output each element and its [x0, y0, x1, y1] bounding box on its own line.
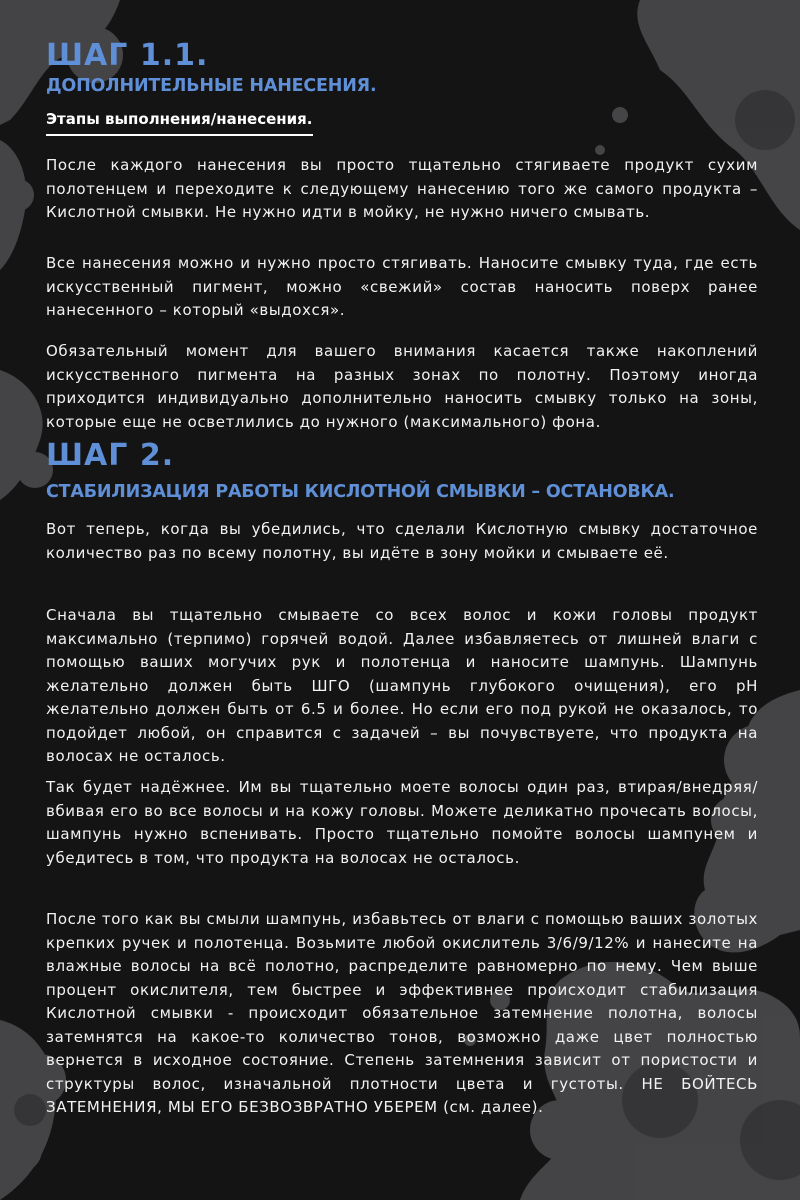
step1-subtitle: ДОПОЛНИТЕЛЬНЫЕ НАНЕСЕНИЯ. — [46, 76, 377, 96]
step2-paragraph-2: Сначала вы тщательно смываете со всех волос и кожи головы продукт максимально (терпимо) горячей водой. Далее избавляетесь от лишней влаги с помощью ваших могучих рук и полотенца и наносите шампунь. Шампунь желательно должен быть ШГО (шампунь глубокого очищения), его pH желательно должен быть от 6.5 и более. Но если его под рукой не оказалось, то подойдет любой, он справится с задачей – вы почувствуете, что продукта на волосах не осталось. — [46, 606, 758, 765]
step1-paragraph-1: После каждого нанесения вы просто тщательно стягиваете продукт сухим полотенцем и переходите к следующему нанесению того же самого продукта – Кислотной смывки. Не нужно идти в мойку, не нужно ничего смывать. — [46, 156, 758, 221]
step1-title: ШАГ 1.1. — [46, 38, 209, 73]
step2-paragraph-4: После того как вы смыли шампунь, избавьтесь от влаги с помощью ваших золотых крепких ручек и полотенца. Возьмите любой окислитель 3/6/9/12% и нанесите на влажные волосы на всё полотно, распределите равномерно по нему. Чем выше процент окислителя, тем быстрее и эффективнее происходит стабилизация Кислотной смывки - происходит обязательное затемнение полотна, волосы затемнятся на какое-то количество тонов, возможно даже цвет полностью вернется в исходное состояние. Степень затемнения зависит от пористости и структуры волос, изначальной плотности цвета и густоты. НЕ БОЙТЕСЬ ЗАТЕМНЕНИЯ, МЫ ЕГО БЕЗВОЗВРАТНО УБЕРЕМ (см. далее). — [46, 910, 758, 1116]
step2-title: ШАГ 2. — [46, 438, 175, 473]
step1-paragraph-3: Обязательный момент для вашего внимания касается также накоплений искусственного пигмента на разных зонах по полотну. Поэтому иногда приходится индивидуально дополнительно наносить смывку только на зоны, которые еще не осветлились до нужного (максимального) фона. — [46, 342, 758, 431]
step2-paragraph-3: Так будет надёжнее. Им вы тщательно моете волосы один раз, втирая/внедряя/вбивая его во все волосы и на кожу головы. Можете деликатно прочесать волосы, шампунь нужно вспенивать. Просто тщательно помойте волосы шампунем и убедитесь в том, что продукта на волосах не осталось. — [46, 778, 758, 867]
stages-subheading: Этапы выполнения/нанесения. — [46, 110, 313, 136]
step1-paragraph-2: Все нанесения можно и нужно просто стягивать. Наносите смывку туда, где есть искусственный пигмент, можно «свежий» состав наносить поверх ранее нанесенного – который «выдохся». — [46, 254, 758, 319]
step2-paragraph-1: Вот теперь, когда вы убедились, что сделали Кислотную смывку достаточное количество раз по всему полотну, вы идёте в зону мойки и смываете её. — [46, 520, 758, 562]
step2-subtitle: СТАБИЛИЗАЦИЯ РАБОТЫ КИСЛОТНОЙ СМЫВКИ – ОСТАНОВКА. — [46, 482, 675, 502]
